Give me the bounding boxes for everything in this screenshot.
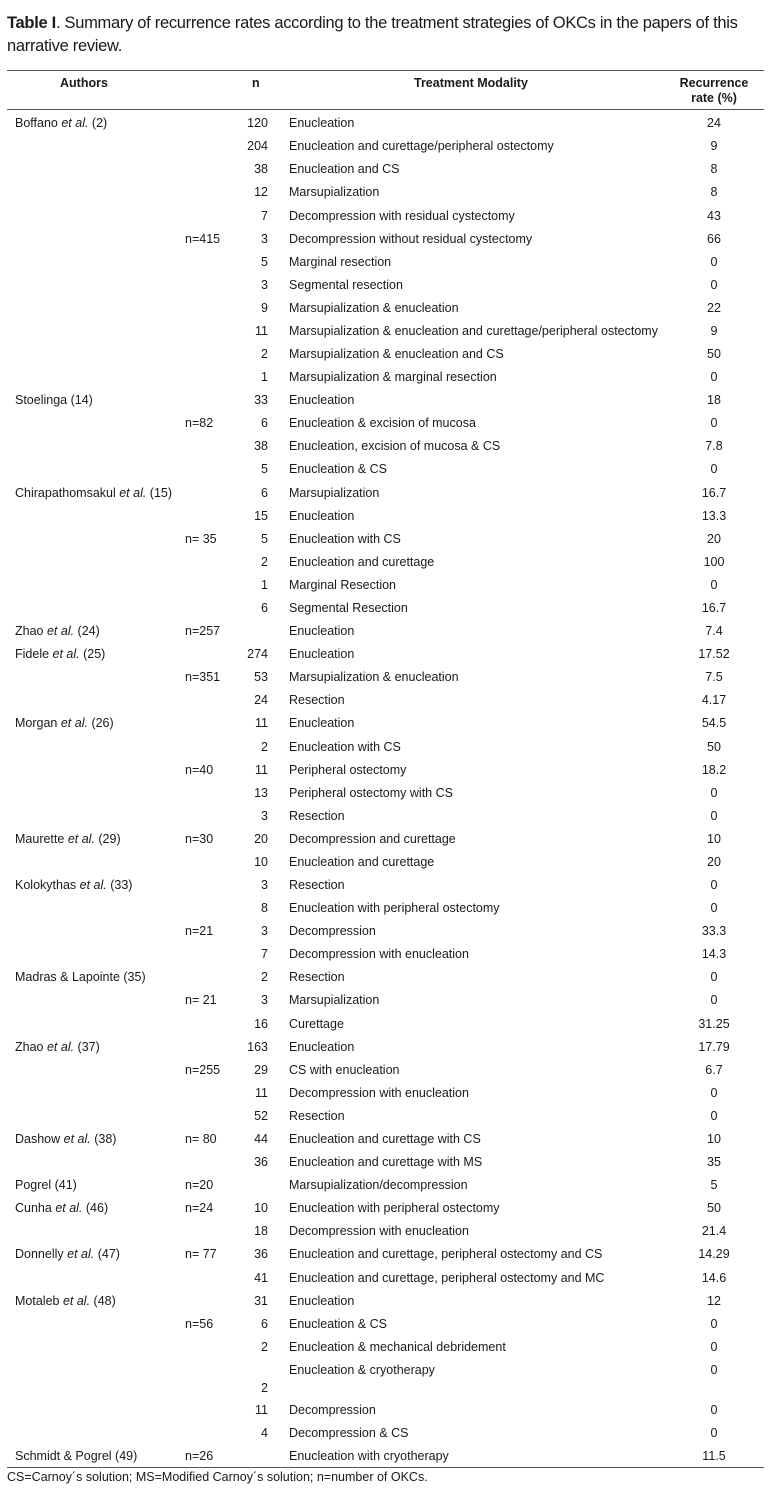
- row-rate: 0: [710, 416, 718, 430]
- row-modality: Marsupialization & enucleation and CS: [289, 347, 504, 361]
- author-cell: [15, 1040, 100, 1055]
- row-rate: 20: [707, 855, 721, 869]
- row-rate: 0: [710, 278, 718, 292]
- row-n: 2: [261, 970, 268, 984]
- row-modality: Decompression & CS: [289, 1426, 409, 1440]
- row-rate: 0: [710, 370, 718, 384]
- row-modality: Enucleation: [289, 716, 355, 730]
- row-modality: Marsupialization/decompression: [289, 1178, 468, 1192]
- author-cell: [15, 1132, 116, 1147]
- row-modality: Enucleation: [289, 1040, 355, 1054]
- author-name: Zhao: [15, 1040, 47, 1054]
- row-rate: 16.7: [701, 486, 727, 500]
- row-n: 15: [254, 509, 268, 523]
- header-modality: Treatment Modality: [414, 76, 528, 90]
- row-modality: Enucleation & CS: [289, 462, 387, 476]
- row-modality: Enucleation with peripheral ostectomy: [289, 901, 500, 915]
- row-rate: 22: [707, 301, 721, 315]
- group-total: n=40: [185, 763, 214, 777]
- row-rate: 6.7: [705, 1063, 723, 1077]
- header-rate-line1: Recurrence: [679, 76, 749, 90]
- group-total: n=351: [185, 670, 221, 684]
- author-cell: [15, 970, 146, 985]
- row-n: 6: [261, 1317, 268, 1331]
- row-rate: 13.3: [701, 509, 727, 523]
- row-n: 2: [261, 347, 268, 361]
- row-rate: 0: [710, 1317, 718, 1331]
- row-modality: Enucleation: [289, 116, 355, 130]
- row-modality: Enucleation and CS: [289, 162, 400, 176]
- row-modality: Decompression: [289, 1403, 376, 1417]
- author-reference: (46): [82, 1201, 109, 1215]
- author-name: Stoelinga (14): [15, 393, 93, 407]
- row-n: 11: [255, 716, 268, 730]
- row-n: 163: [247, 1040, 268, 1054]
- author-name: Dashow: [15, 1132, 64, 1146]
- row-n: 3: [261, 232, 268, 246]
- row-rate: 0: [710, 1086, 718, 1100]
- row-rate: 17.79: [698, 1040, 730, 1054]
- row-n: 10: [254, 1201, 268, 1215]
- row-modality: Decompression and curettage: [289, 832, 456, 846]
- row-n: 52: [254, 1109, 268, 1123]
- row-n: 12: [254, 185, 268, 199]
- author-cell: [15, 624, 100, 639]
- row-rate: 66: [707, 232, 721, 246]
- row-n: 7: [261, 947, 268, 961]
- group-total: n= 80: [185, 1132, 217, 1146]
- row-rate: 14.3: [701, 947, 727, 961]
- row-rate: 0: [710, 878, 718, 892]
- row-n: 3: [261, 878, 268, 892]
- row-modality: Decompression: [289, 924, 376, 938]
- author-cell: [15, 1449, 137, 1464]
- bottom-rule: [7, 1467, 764, 1468]
- author-et-al: et al.: [52, 647, 80, 661]
- row-n: 4: [261, 1426, 268, 1440]
- row-modality: Enucleation: [289, 1294, 355, 1308]
- row-modality: Decompression with enucleation: [289, 1086, 469, 1100]
- row-rate: 11.5: [702, 1449, 726, 1463]
- author-reference: (33): [106, 878, 133, 892]
- group-total: n=26: [185, 1449, 214, 1463]
- row-n: 2: [261, 1381, 268, 1395]
- row-modality: Peripheral ostectomy: [289, 763, 407, 777]
- author-name: Boffano: [15, 116, 62, 130]
- author-name: Cunha: [15, 1201, 56, 1215]
- row-rate: 9: [710, 324, 718, 338]
- row-modality: Marginal resection: [289, 255, 392, 269]
- row-n: 29: [254, 1063, 268, 1077]
- row-rate: 0: [710, 901, 718, 915]
- author-reference: (26): [87, 716, 114, 730]
- author-cell: [15, 486, 172, 501]
- row-modality: Marsupialization & enucleation: [289, 301, 459, 315]
- author-reference: (38): [90, 1132, 117, 1146]
- group-total: n=30: [185, 832, 214, 846]
- row-modality: Segmental Resection: [289, 601, 408, 615]
- row-rate: 0: [710, 809, 718, 823]
- row-rate: 0: [710, 578, 718, 592]
- row-rate: 5: [710, 1178, 718, 1192]
- row-n: 9: [261, 301, 268, 315]
- row-rate: 20: [707, 532, 721, 546]
- author-name: Zhao: [15, 624, 47, 638]
- group-total: n=82: [185, 416, 214, 430]
- row-n: 5: [261, 255, 268, 269]
- row-rate: 31.25: [698, 1017, 730, 1031]
- row-n: 11: [255, 1403, 268, 1417]
- author-name: Pogrel (41): [15, 1178, 77, 1192]
- row-modality: Resection: [289, 809, 345, 823]
- row-rate: 50: [707, 1201, 721, 1215]
- row-rate: 50: [707, 347, 721, 361]
- row-n: 6: [261, 416, 268, 430]
- row-n: 3: [261, 993, 268, 1007]
- author-name: Donnelly: [15, 1247, 68, 1261]
- row-modality: Enucleation: [289, 393, 355, 407]
- author-name: Kolokythas: [15, 878, 80, 892]
- table-caption: [7, 12, 765, 58]
- author-reference: (24): [74, 624, 100, 638]
- table-footnote: CS=Carnoy´s solution; MS=Modified Carnoy´s solution; n=number of OKCs.: [7, 1470, 428, 1484]
- row-modality: CS with enucleation: [289, 1063, 400, 1077]
- row-modality: Enucleation and curettage, peripheral ostectomy and MC: [289, 1271, 605, 1285]
- row-modality: Peripheral ostectomy with CS: [289, 786, 453, 800]
- row-rate: 16.7: [701, 601, 727, 615]
- header-rate-line2: rate (%): [691, 91, 737, 105]
- row-modality: Enucleation, excision of mucosa & CS: [289, 439, 501, 453]
- row-rate: 0: [710, 255, 718, 269]
- author-et-al: et al.: [60, 716, 88, 730]
- row-n: 13: [254, 786, 268, 800]
- author-et-al: et al.: [67, 832, 95, 846]
- row-n: 11: [255, 763, 268, 777]
- row-n: 2: [261, 740, 268, 754]
- row-rate: 18: [707, 393, 721, 407]
- row-n: 3: [261, 924, 268, 938]
- author-reference: (47): [94, 1247, 120, 1261]
- row-rate: 7.4: [705, 624, 723, 638]
- author-et-al: et al.: [79, 878, 107, 892]
- row-n: 1: [261, 578, 268, 592]
- row-modality: Enucleation and curettage with CS: [289, 1132, 481, 1146]
- row-modality: Enucleation & CS: [289, 1317, 387, 1331]
- group-total: n= 77: [185, 1247, 217, 1261]
- header-rate: [664, 76, 764, 106]
- row-modality: Marsupialization & enucleation and curettage/peripheral ostectomy: [289, 324, 658, 338]
- row-n: 10: [254, 855, 268, 869]
- row-modality: Marsupialization & marginal resection: [289, 370, 497, 384]
- row-modality: Resection: [289, 970, 345, 984]
- row-n: 53: [254, 670, 268, 684]
- row-rate: 12: [707, 1294, 721, 1308]
- group-total: n=257: [185, 624, 221, 638]
- row-modality: Enucleation with CS: [289, 532, 401, 546]
- row-n: 16: [254, 1017, 268, 1031]
- row-modality: Decompression without residual cystectomy: [289, 232, 533, 246]
- row-rate: 0: [710, 1340, 718, 1354]
- header-n: n: [252, 76, 260, 90]
- author-et-al: et al.: [46, 1040, 75, 1054]
- author-reference: (37): [74, 1040, 100, 1054]
- row-rate: 100: [703, 555, 725, 569]
- row-modality: Marsupialization: [289, 486, 380, 500]
- row-rate: 4.17: [701, 693, 727, 707]
- row-modality: Enucleation & mechanical debridement: [289, 1340, 506, 1354]
- row-n: 11: [255, 1086, 268, 1100]
- row-rate: 35: [707, 1155, 721, 1169]
- row-n: 2: [261, 555, 268, 569]
- row-modality: Enucleation with cryotherapy: [289, 1449, 449, 1463]
- row-rate: 18.2: [701, 763, 727, 777]
- row-n: 38: [254, 162, 268, 176]
- row-modality: Marsupialization & enucleation: [289, 670, 459, 684]
- caption-label: Table I: [7, 14, 56, 32]
- author-cell: [15, 393, 93, 408]
- row-rate: 0: [710, 1403, 718, 1417]
- row-rate: 17.52: [698, 647, 730, 661]
- row-n: 20: [254, 832, 268, 846]
- row-n: 41: [254, 1271, 268, 1285]
- row-n: 204: [247, 139, 268, 153]
- row-rate: 24: [707, 116, 721, 130]
- row-n: 3: [261, 278, 268, 292]
- row-modality: Enucleation with peripheral ostectomy: [289, 1201, 500, 1215]
- author-reference: (29): [94, 832, 121, 846]
- row-n: 3: [261, 809, 268, 823]
- row-rate: 10: [707, 1132, 721, 1146]
- row-n: 5: [261, 462, 268, 476]
- row-rate: 9: [710, 139, 718, 153]
- author-name: Madras & Lapointe (35): [15, 970, 146, 984]
- row-rate: 0: [710, 970, 718, 984]
- author-et-al: et al.: [61, 116, 89, 130]
- row-n: 6: [261, 601, 268, 615]
- row-modality: Enucleation and curettage/peripheral ostectomy: [289, 139, 554, 153]
- row-modality: Decompression with enucleation: [289, 947, 469, 961]
- row-modality: Resection: [289, 878, 345, 892]
- row-n: 1: [261, 370, 268, 384]
- row-rate: 0: [710, 993, 718, 1007]
- row-modality: Enucleation: [289, 647, 355, 661]
- row-rate: 0: [710, 786, 718, 800]
- row-rate: 50: [707, 740, 721, 754]
- row-n: 33: [254, 393, 268, 407]
- author-cell: [15, 116, 107, 131]
- row-modality: Enucleation: [289, 624, 355, 638]
- author-name: Morgan: [15, 716, 61, 730]
- author-cell: [15, 647, 105, 662]
- caption-text: . Summary of recurrence rates according to the treatment strategies of OKCs in the papers of this narrative review.: [7, 14, 738, 55]
- row-n: 18: [254, 1224, 268, 1238]
- row-modality: Enucleation with CS: [289, 740, 401, 754]
- author-cell: [15, 878, 132, 893]
- row-modality: Enucleation: [289, 509, 355, 523]
- row-n: 38: [254, 439, 268, 453]
- row-n: 8: [261, 901, 268, 915]
- author-name: Fidele: [15, 647, 53, 661]
- row-n: 5: [261, 532, 268, 546]
- author-cell: [15, 716, 114, 731]
- row-rate: 7.5: [705, 670, 723, 684]
- row-n: 120: [247, 116, 268, 130]
- row-rate: 14.6: [701, 1271, 727, 1285]
- author-name: Maurette: [15, 832, 68, 846]
- row-rate: 33.3: [701, 924, 727, 938]
- row-rate: 43: [707, 209, 721, 223]
- author-cell: [15, 1247, 120, 1262]
- row-n: 6: [261, 486, 268, 500]
- row-rate: 7.8: [705, 439, 723, 453]
- header-authors: Authors: [60, 76, 108, 90]
- group-total: n=415: [185, 232, 221, 246]
- row-modality: Decompression with enucleation: [289, 1224, 469, 1238]
- group-total: n= 21: [185, 993, 217, 1007]
- author-et-al: et al.: [67, 1247, 95, 1261]
- author-name: Chirapathomsakul: [15, 486, 120, 500]
- author-et-al: et al.: [55, 1201, 83, 1215]
- author-reference: (15): [146, 486, 173, 500]
- author-reference: (25): [79, 647, 106, 661]
- row-modality: Enucleation and curettage with MS: [289, 1155, 483, 1169]
- row-modality: Enucleation & excision of mucosa: [289, 416, 476, 430]
- row-n: 11: [255, 324, 268, 338]
- row-rate: 0: [710, 1363, 718, 1377]
- group-total: n=56: [185, 1317, 214, 1331]
- author-cell: [15, 1201, 108, 1216]
- author-reference: (2): [88, 116, 108, 130]
- group-total: n=21: [185, 924, 214, 938]
- row-rate: 54.5: [701, 716, 727, 730]
- group-total: n=255: [185, 1063, 221, 1077]
- row-rate: 0: [710, 1426, 718, 1440]
- author-name: Schmidt & Pogrel (49): [15, 1449, 138, 1463]
- row-modality: Marginal Resection: [289, 578, 396, 592]
- row-n: 44: [254, 1132, 268, 1146]
- group-total: n=24: [185, 1201, 214, 1215]
- row-modality: Enucleation and curettage: [289, 855, 435, 869]
- group-total: n= 35: [185, 532, 217, 546]
- author-et-al: et al.: [62, 1294, 91, 1308]
- row-n: 36: [254, 1155, 268, 1169]
- row-modality: Resection: [289, 693, 345, 707]
- row-n: 7: [261, 209, 268, 223]
- author-cell: [15, 1178, 77, 1193]
- top-rule: [7, 70, 764, 71]
- author-cell: [15, 1294, 116, 1309]
- author-et-al: et al.: [46, 624, 75, 638]
- row-rate: 10: [707, 832, 721, 846]
- author-name: Motaleb: [15, 1294, 63, 1308]
- row-rate: 14.29: [698, 1247, 730, 1261]
- row-modality: Enucleation & cryotherapy: [289, 1363, 435, 1377]
- row-modality: Enucleation and curettage, peripheral ostectomy and CS: [289, 1247, 603, 1261]
- header-rule: [7, 109, 764, 110]
- row-n: 2: [261, 1340, 268, 1354]
- author-reference: (48): [90, 1294, 116, 1308]
- row-modality: Enucleation and curettage: [289, 555, 435, 569]
- row-n: 24: [254, 693, 268, 707]
- row-n: 274: [247, 647, 268, 661]
- author-et-al: et al.: [119, 486, 147, 500]
- row-rate: 0: [710, 1109, 718, 1123]
- row-modality: Decompression with residual cystectomy: [289, 209, 515, 223]
- author-et-al: et al.: [63, 1132, 91, 1146]
- group-total: n=20: [185, 1178, 214, 1192]
- row-modality: Segmental resection: [289, 278, 403, 292]
- author-cell: [15, 832, 121, 847]
- row-modality: Marsupialization: [289, 993, 380, 1007]
- row-rate: 8: [710, 162, 718, 176]
- row-modality: Marsupialization: [289, 185, 380, 199]
- row-rate: 8: [710, 185, 718, 199]
- row-rate: 21.4: [701, 1224, 727, 1238]
- row-modality: Curettage: [289, 1017, 344, 1031]
- row-rate: 0: [710, 462, 718, 476]
- row-n: 31: [254, 1294, 268, 1308]
- row-modality: Resection: [289, 1109, 345, 1123]
- row-n: 36: [254, 1247, 268, 1261]
